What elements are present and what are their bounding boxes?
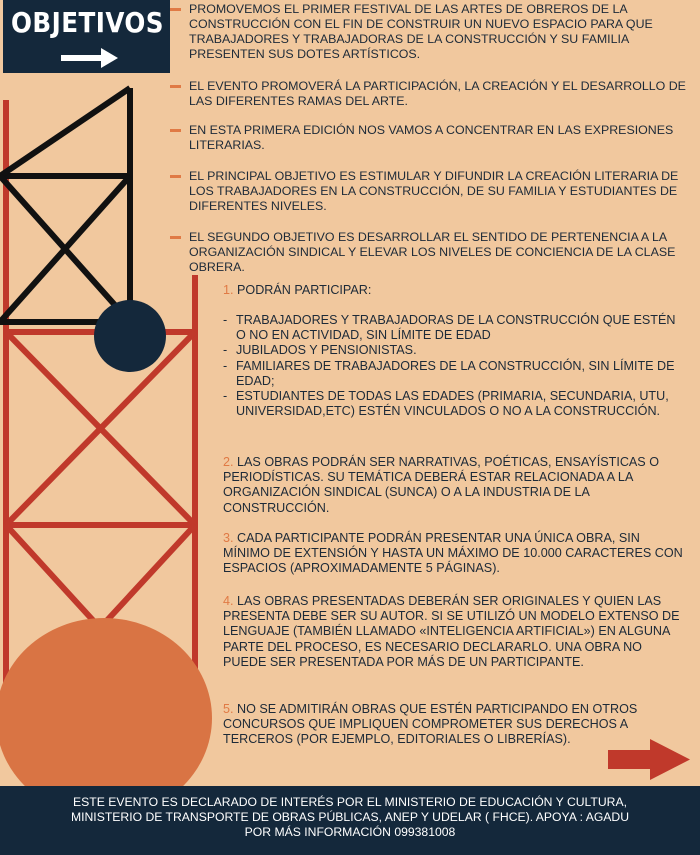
requirement-number: 2.: [223, 455, 234, 469]
navy-circle: [94, 300, 166, 372]
participants-list: [223, 313, 683, 419]
requirement-text: NO SE ADMITIRÁN OBRAS QUE ESTÉN PARTICIPANDO EN OTROS CONCURSOS QUE IMPLIQUEN COMPROMETER SUS DERECHOS A TERCEROS (POR EJEMPLO, EDITORIALES O LIBRERÍAS).: [223, 702, 638, 747]
requirement-3: [223, 531, 683, 577]
footer-banner: [0, 786, 700, 855]
footer-contact: POR MÁS INFORMACIÓN 099381008: [244, 825, 456, 839]
objective-item: EL PRINCIPAL OBJETIVO ES ESTIMULAR Y DIFUNDIR LA CREACIÓN LITERARIA DE LOS TRABAJADORES EN LA CONSTRUCCIÓN, DE SU FAMILIA Y ESTUDIANTES DE DIFERENTES NIVELES.: [170, 169, 698, 214]
requirement-2: [223, 455, 683, 516]
objective-item: EL EVENTO PROMOVERÁ LA PARTICIPACIÓN, LA CREACIÓN Y EL DESARROLLO DE LAS DIFERENTES RAMAS DEL ARTE.: [170, 79, 698, 109]
requirement-1: [223, 283, 683, 298]
requirement-text: CADA PARTICIPANTE PODRÁN PRESENTAR UNA ÚNICA OBRA, SIN MÍNIMO DE EXTENSIÓN Y HASTA UN MÁXIMO DE 10.000 CARACTERES CON ESPACIOS (APROXIMADAMENTE 5 PÁGINAS).: [223, 531, 683, 576]
requirement-number: 1.: [223, 283, 234, 297]
arrow-right-icon: [61, 48, 119, 68]
requirement-number: 4.: [223, 594, 234, 608]
objective-item: EN ESTA PRIMERA EDICIÓN NOS VAMOS A CONCENTRAR EN LAS EXPRESIONES LITERARIAS.: [170, 123, 698, 153]
participant-item: - JUBILADOS Y PENSIONISTAS.: [223, 343, 683, 358]
objectives-list: [170, 2, 698, 275]
requirement-text: LAS OBRAS PRESENTADAS DEBERÁN SER ORIGINALES Y QUIEN LAS PRESENTA DEBE SER SU AUTOR. SI SE UTILIZÓ UN MODELO EXTENSO DE LENGUAJE (TAMBIÉN LLAMADO «INTELIGENCIA ARTIFICIAL») EN ALGUNA PARTE DEL PROCESO, ES NECESARIO DECLARARLO. UNA OBRA NO PUEDE SER PRESENTADA POR MÁS DE UN PARTICIPANTE.: [223, 594, 680, 669]
participant-item: - ESTUDIANTES DE TODAS LAS EDADES (PRIMARIA, SECUNDARIA, UTU, UNIVERSIDAD,ETC) ESTÉN VINCULADOS O NO A LA CONSTRUCCIÓN.: [223, 389, 683, 419]
participant-item: - TRABAJADORES Y TRABAJADORAS DE LA CONSTRUCCIÓN QUE ESTÉN O NO EN ACTIVIDAD, SIN LÍMITE DE EDAD: [223, 313, 683, 343]
footer-line-2: MINISTERIO DE TRANSPORTE DE OBRAS PÚBLICAS, ANEP Y UDELAR ( FHCE). APOYA : AGADU: [70, 810, 630, 824]
participant-item: - FAMILIARES DE TRABAJADORES DE LA CONSTRUCCIÓN, SIN LÍMITE DE EDAD;: [223, 359, 683, 389]
requirement-4: [223, 594, 683, 670]
objective-item: PROMOVEMOS EL PRIMER FESTIVAL DE LAS ARTES DE OBREROS DE LA CONSTRUCCIÓN CON EL FIN DE CONSTRUIR UN NUEVO ESPACIO PARA QUE TRABAJADORES Y TRABAJADORAS DE LA CONSTRUCCIÓN Y SU FAMILIA PRESENTEN SUS DOTES ARTÍSTICOS.: [170, 2, 698, 62]
requirement-number: 3.: [223, 531, 234, 545]
requirement-5: [223, 702, 683, 748]
requirement-number: 5.: [223, 702, 234, 716]
requirement-text: LAS OBRAS PODRÁN SER NARRATIVAS, POÉTICAS, ENSAYÍSTICAS O PERIODÍSTICAS. SU TEMÁTICA DEBERÁ ESTAR RELACIONADA A LA ORGANIZACIÓN SINDICAL (SUNCA) O A LA INDUSTRIA DE LA CONSTRUCCIÓN.: [223, 455, 660, 515]
requirement-text: PODRÁN PARTICIPAR:: [237, 283, 372, 297]
page-title: OBJETIVOS: [11, 6, 164, 39]
title-box: [3, 0, 170, 73]
footer-line-1: ESTE EVENTO ES DECLARADO DE INTERÉS POR EL MINISTERIO DE EDUCACIÓN Y CULTURA,: [73, 795, 627, 809]
objective-item: EL SEGUNDO OBJETIVO ES DESARROLLAR EL SENTIDO DE PERTENENCIA A LA ORGANIZACIÓN SINDICAL Y ELEVAR LOS NIVELES DE CONCIENCIA DE LA CLASE OBRERA.: [170, 230, 698, 275]
